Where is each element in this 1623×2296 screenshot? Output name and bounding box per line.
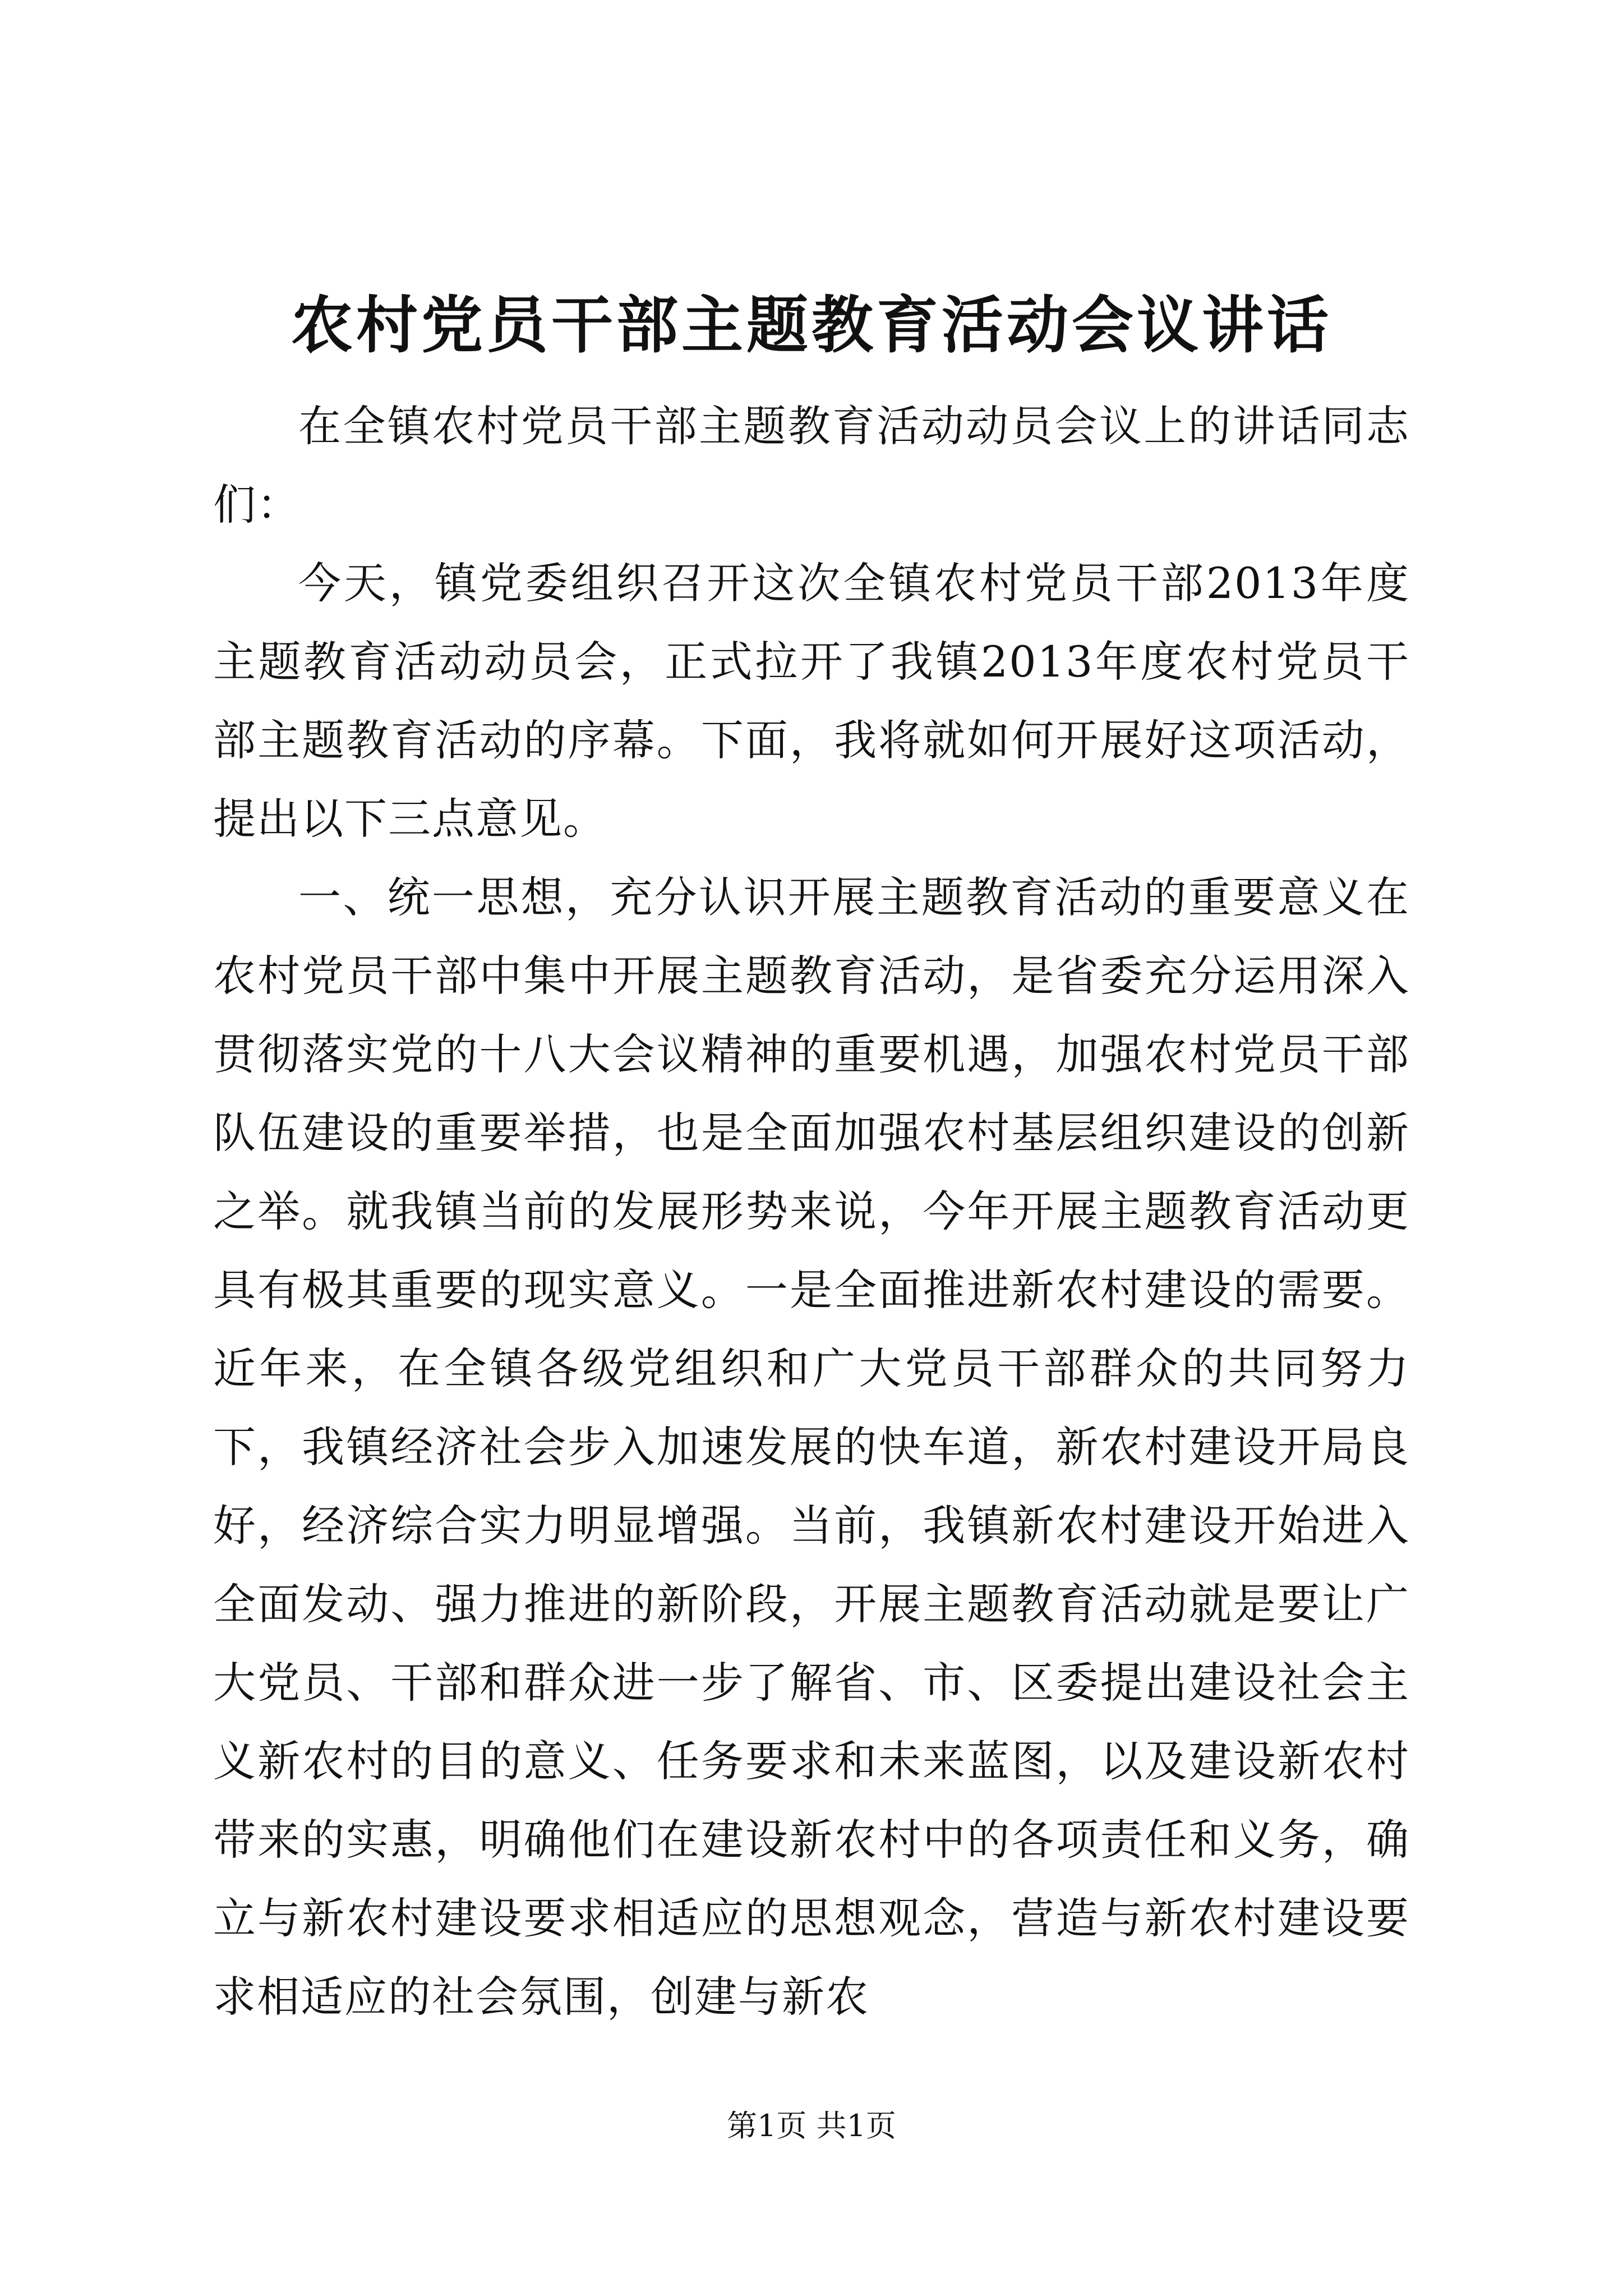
document-title: 农村党员干部主题教育活动会议讲话 (291, 289, 1332, 361)
document-body (213, 387, 1410, 2036)
paragraph-opening: 今天，镇党委组织召开这次全镇农村党员干部2013年度主题教育活动动员会，正式拉开了我镇2013年度农村党员干部主题教育活动的序幕。下面，我将就如何开展好这项活动，提出以下三点意见。 (213, 558, 1410, 844)
paragraph-greeting: 在全镇农村党员干部主题教育活动动员会议上的讲话同志们： (213, 401, 1410, 530)
page-footer: 第1页 共1页 (727, 2108, 896, 2143)
paragraph-section-one: 一、统一思想，充分认识开展主题教育活动的重要意义在农村党员干部中集中开展主题教育活动，是省委充分运用深入贯彻落实党的十八大会议精神的重要机遇，加强农村党员干部队伍建设的重要举措，也是全面加强农村基层组织建设的创新之举。就我镇当前的发展形势来说，今年开展主题教育活动更具有极其重要的现实意义。一是全面推进新农村建设的需要。近年来，在全镇各级党组织和广大党员干部群众的共同努力下，我镇经济社会步入加速发展的快车道，新农村建设开局良好，经济综合实力明显增强。当前，我镇新农村建设开始进入全面发动、强力推进的新阶段，开展主题教育活动就是要让广大党员、干部和群众进一步了解省、市、区委提出建设社会主义新农村的目的意义、任务要求和未来蓝图，以及建设新农村带来的实惠，明确他们在建设新农村中的各项责任和义务，确立与新农村建设要求相适应的思想观念，营造与新农村建设要求相适应的社会氛围，创建与新农 (213, 872, 1410, 2022)
